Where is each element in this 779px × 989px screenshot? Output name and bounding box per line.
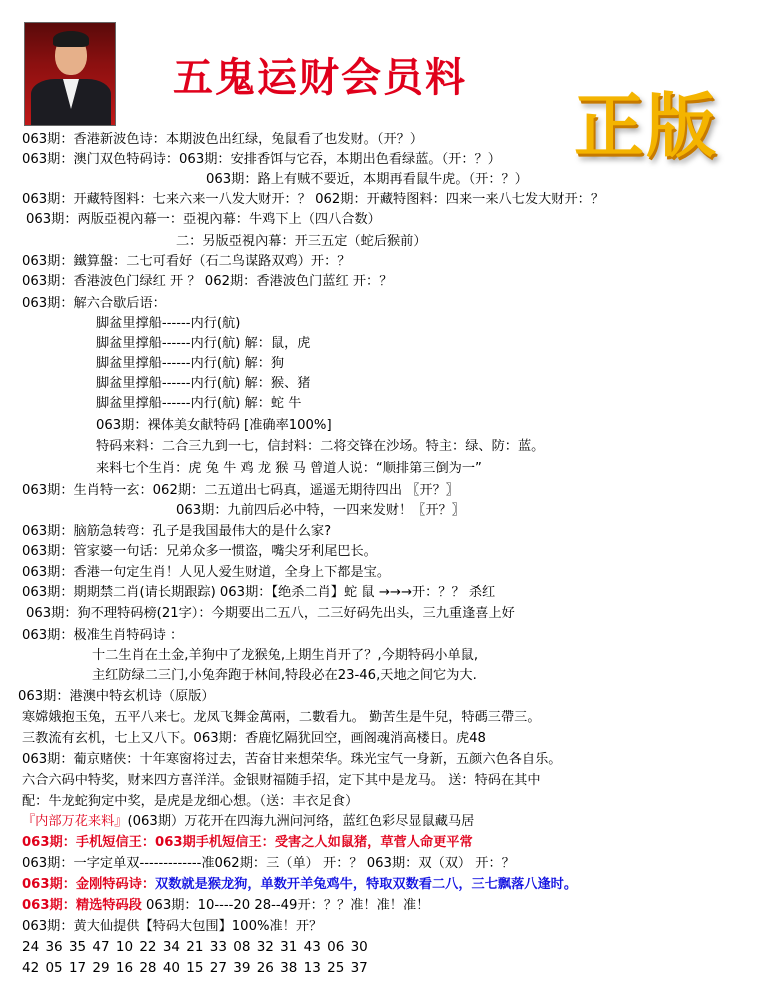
page-title: 五鬼运财会员料 xyxy=(173,54,467,101)
line-label-red: 063期：金刚特码诗： xyxy=(22,877,156,892)
line-label-red: 『内部万花来料』 xyxy=(22,814,128,829)
text-line: 脚盆里撑船------内行(航) 解：狗 xyxy=(96,356,285,371)
text-line: 063期：极准生肖特码诗 ： xyxy=(22,628,184,643)
text-line: 063期：黄大仙提供【特码大包围】100%准！开？ xyxy=(22,919,323,934)
text-line: 来料七个生肖：虎 兔 牛 鸡 龙 猴 马 曾道人说：“顺排第三倒为一” xyxy=(96,461,482,476)
line-text-blue: 双数就是猴龙狗，单数开羊兔鸡牛，特取双数看二八，三七飘落八逢时。 xyxy=(155,877,578,892)
text-line: 六合六码中特奖，财来四方喜洋洋。金银财福随手招，定下其中是龙马。 送：特码在其中 xyxy=(22,773,541,788)
text-line: 063期：开藏特图料：七来六来一八发大财开：？ 062期：开藏特图料：四来一来八七发大财开：？ xyxy=(22,192,605,207)
text-line: 063期：路上有贼不要近，本期再看鼠牛虎。（开：？） xyxy=(206,172,528,187)
text-line: 063期：管家婆一句话：兄弟众多一惯盗，嘴尖牙利尾巴长。 xyxy=(22,544,377,559)
text-line: 063期：期期禁二肖(请长期跟踪) 063期：【绝杀二肖】蛇 鼠 →→→开：？？ 杀红 xyxy=(22,585,496,600)
text-line: 063期：生肖特一玄：062期：二五道出七码真，遥遥无期待四出 〖开？〗 xyxy=(22,483,459,498)
text-line xyxy=(22,875,577,894)
text-line: 063期：一字定单双-------------准062期：三（单） 开：？ 063期：双（双） 开：？ xyxy=(22,856,515,871)
text-line: 063期：澳门双色特码诗：063期：安排香饵与它吞，本期出色看绿蓝。（开：？） xyxy=(22,152,501,167)
text-line: 24 36 35 47 10 22 34 21 33 08 32 31 43 06 30 xyxy=(22,939,368,955)
text-line: 063期：九前四后必中特，一四来发财！〖开？〗 xyxy=(176,503,465,518)
text-line: 脚盆里撑船------内行(航) 解：蛇 牛 xyxy=(96,396,302,411)
text-line xyxy=(22,812,474,831)
portrait-hair xyxy=(53,31,89,47)
text-line: 特码来料：二合三九到一七，信封料：二将交锋在沙场。特主：绿、防：蓝。 xyxy=(96,439,545,454)
text-line: 063期：香港新波色诗：本期波色出红绿，兔鼠看了也发财。（开？） xyxy=(22,132,424,147)
text-line: 三教流有玄机，七上又八下。063期：香鹿忆隔犹回空，画阁魂消高楼日。虎48 xyxy=(22,731,486,746)
text-line: 063期：葡京赌侠：十年寒窗将过去，苦奋甘来想荣华。珠光宝气一身新，五颜六色各自乐。 xyxy=(22,752,562,767)
text-line: 063期：裸体美女献特码 [准确率100%] xyxy=(96,418,332,433)
text-line: 十二生肖在土金,羊狗中了龙猴兔,上期生肖开了？,今期特码小单鼠, xyxy=(92,648,479,663)
text-line: 42 05 17 29 16 28 40 15 27 39 26 38 13 25 37 xyxy=(22,960,368,976)
text-line: 063期：香港一句定生肖！人见人爱生财道，全身上下都是宝。 xyxy=(22,565,391,580)
line-label-red: 063期：精选特码段 xyxy=(22,898,142,913)
text-line: 脚盆里撑船------内行(航) 解：猴、猪 xyxy=(96,376,311,391)
text-line: 二：另版亞視內幕：开三五定（蛇后猴前） xyxy=(176,234,427,249)
text-line: 脚盆里撑船------内行(航) 解：鼠，虎 xyxy=(96,336,311,351)
text-line: 063期：手机短信王：063期手机短信王：受害之人如鼠猪，草菅人命更平常 xyxy=(22,835,473,850)
text-line: 主红防绿二三门,小兔奔跑于林间,特段必在23-46,天地之间它为大. xyxy=(92,668,477,683)
text-line: 063期：两版亞視內幕一：亞視內幕：牛鸡下上（四八合数） xyxy=(26,212,381,227)
text-line: 063期：鐵算盤：二七可看好（石二鸟谋路双鸡）开：？ xyxy=(22,254,351,269)
header-portrait-photo xyxy=(24,22,116,126)
text-line: 063期：狗不理特码榜(21字）：今期要出二五八，二三好码先出头，三九重逢喜上好 xyxy=(26,606,515,621)
text-line: 配：牛龙蛇狗定中奖，是虎是龙细心想。（送：丰衣足食） xyxy=(22,794,359,809)
line-text: 063期：10----20 28--49开：？？准！准！准！ xyxy=(141,898,430,913)
text-line: 脚盆里撑船------内行(航) xyxy=(96,316,241,331)
text-line: 063期：港澳中特玄机诗（原版） xyxy=(18,689,215,704)
text-line: 寒嫦娥抱玉兔，五平八来七。龙凤飞舞金萬兩，二數看九。 勤苦生是牛兒，特碼三帶三。 xyxy=(22,710,541,725)
text-line: 063期：解六合歇后语： xyxy=(22,296,166,311)
text-line: 063期：香港波色门绿红 开 ？ 062期：香港波色门蓝红 开：？ xyxy=(22,274,393,289)
text-line: 063期：脑筋急转弯：孔子是我国最伟大的是什么家? xyxy=(22,524,332,539)
genuine-stamp: 正版 xyxy=(574,85,718,167)
text-line xyxy=(22,896,429,915)
line-text: (063期）万花开在四海九洲问河络，蓝红色彩尽显鼠藏马居 xyxy=(127,814,475,829)
